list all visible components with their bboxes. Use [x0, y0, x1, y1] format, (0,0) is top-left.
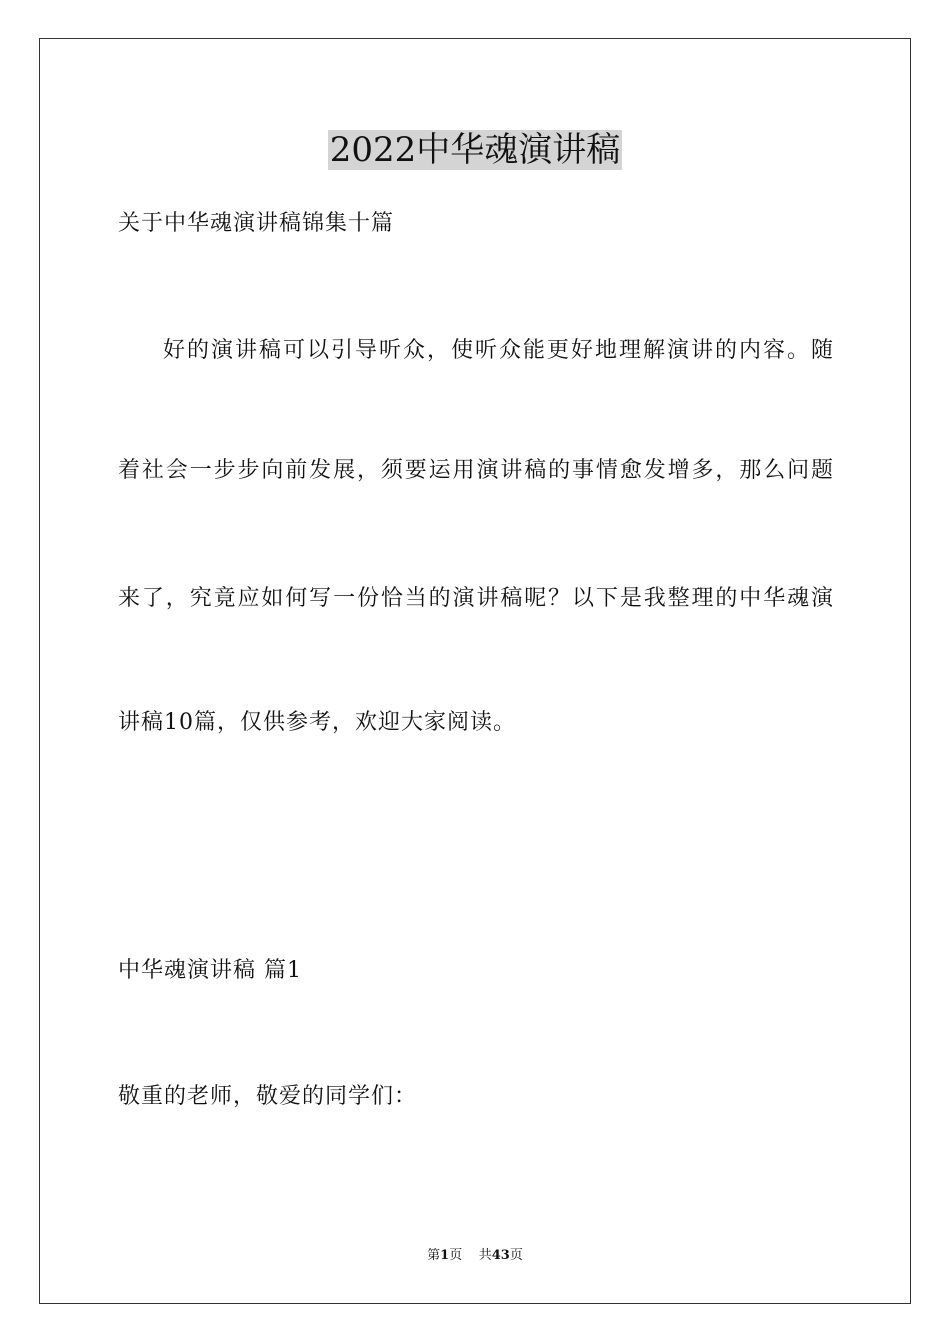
- footer-total-prefix: 共: [478, 1248, 492, 1263]
- footer-page-suffix: 页: [449, 1248, 463, 1263]
- paragraph-line-3: 来了，究竟应如何写一份恰当的演讲稿呢？以下是我整理的中华魂演: [118, 586, 834, 611]
- salutation: 敬重的老师，敬爱的同学们：: [118, 1084, 418, 1109]
- paragraph-line-1: 好的演讲稿可以引导听众，使听众能更好地理解演讲的内容。随: [163, 338, 834, 363]
- document-title: [0, 128, 950, 172]
- document-subtitle: 关于中华魂演讲稿锦集十篇: [118, 211, 395, 236]
- paragraph-line-2: 着社会一步步向前发展，须要运用演讲稿的事情愈发增多，那么问题: [118, 458, 834, 483]
- section-heading: 中华魂演讲稿 篇1: [118, 958, 302, 983]
- footer-page-prefix: 第: [427, 1248, 441, 1263]
- footer-page-number: 1: [440, 1248, 450, 1263]
- footer-total-suffix: 页: [509, 1248, 523, 1263]
- document-title-text: 2022中华魂演讲稿: [329, 130, 621, 170]
- paragraph-line-4: 讲稿10篇，仅供参考，欢迎大家阅读。: [118, 710, 516, 735]
- page-footer: [0, 1247, 950, 1265]
- footer-total-pages: 43: [491, 1248, 510, 1263]
